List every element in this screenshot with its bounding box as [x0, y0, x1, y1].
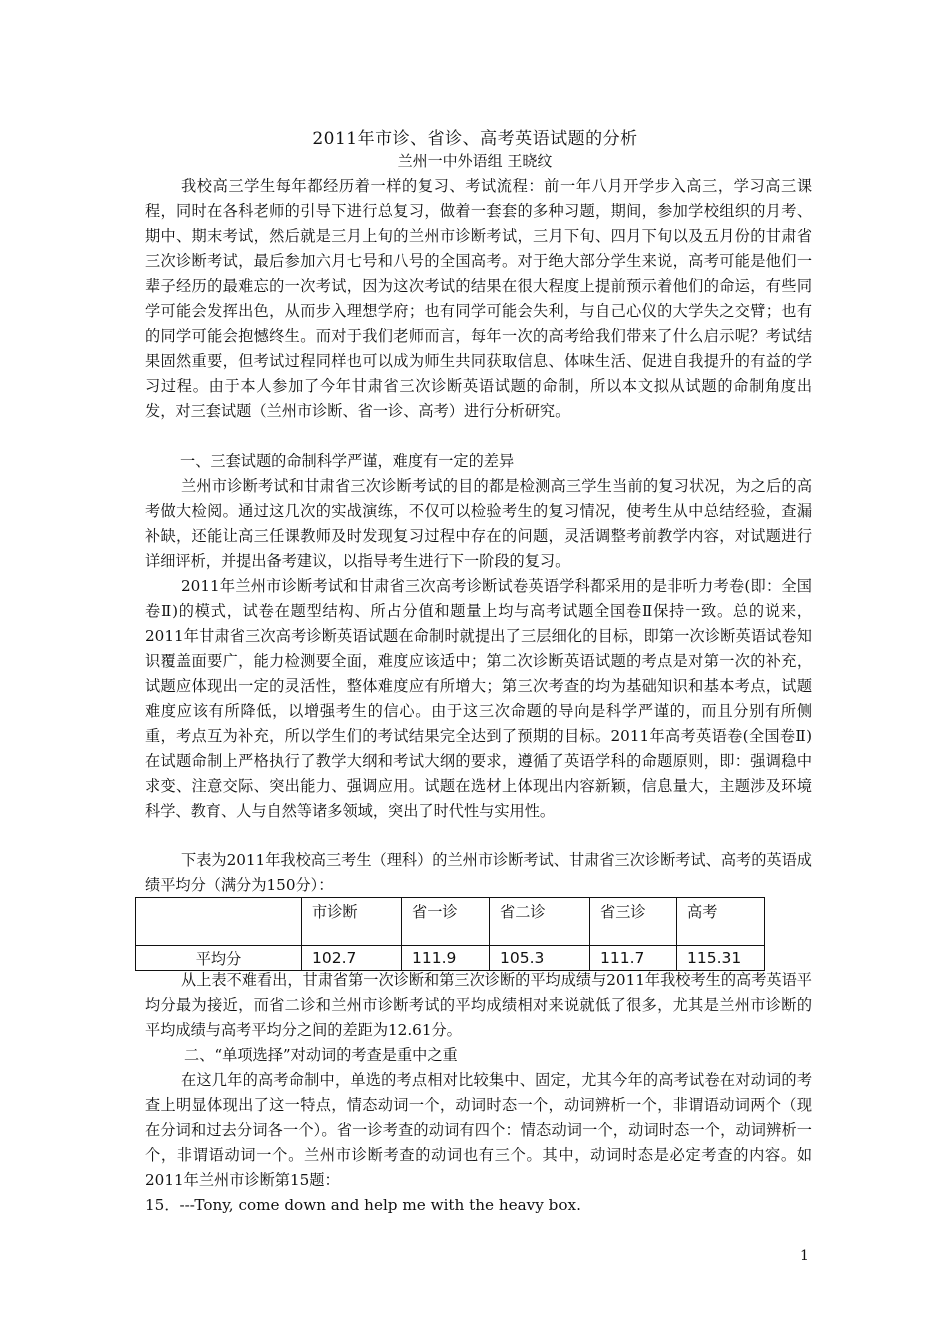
document-title: 2011年市诊、省诊、高考英语试题的分析 [312, 129, 638, 149]
section1-heading: 一、三套试题的命制科学严谨，难度有一定的差异 [180, 452, 515, 470]
table-cell: 105.3 [490, 946, 590, 971]
table-cell: 111.7 [590, 946, 677, 971]
intro-paragraph: 我校高三学生每年都经历着一样的复习、考试流程：前一年八月开学步入高三，学习高三课程，同时在各科老师的引导下进行总复习，做着一套套的多种习题，期间，参加学校组织的月考、期中、期末考试，然后就是三月上旬的兰州市诊断考试，三月下旬、四月下旬以及五月份的甘肃省三次诊断考试，最后参加六月七号和八号的全国高考。对于绝大部分学生来说，高考可能是他们一辈子经历的最难忘的一次考试，因为这次考试的结果在很大程度上提前预示着他们的命运，有些同学可能会发挥出色，从而步入理想学府；也有同学可能会失利，与自己心仪的大学失之交臂；也有的同学可能会抱憾终生。而对于我们老师而言，每年一次的高考给我们带来了什么启示呢？考试结果固然重要，但考试过程同样也可以成为师生共同获取信息、体味生活、促进自我提升的有益的学习过程。由于本人参加了今年甘肃省三次诊断英语试题的命制，所以本文拟从试题的命制角度出发，对三套试题（兰州市诊断、省一诊、高考）进行分析研究。 [145, 177, 812, 420]
section1-paragraph-1: 兰州市诊断考试和甘肃省三次诊断考试的目的都是检测高三学生当前的复习状况，为之后的高考做大检阅。通过这几次的实战演练，不仅可以检验考生的复习情况，使考生从中总结经验，查漏补缺，还能让高三任课教师及时发现复习过程中存在的问题，灵活调整考前教学内容，对试题进行详细评析，并提出备考建议，以指导考生进行下一阶段的复习。 [145, 477, 812, 570]
table-cell: 111.9 [402, 946, 490, 971]
page-number: 1 [800, 1248, 809, 1264]
table-header-cell: 省一诊 [402, 898, 490, 946]
section1-paragraph-2: 2011年兰州市诊断考试和甘肃省三次高考诊断试卷英语学科都采用的是非听力考卷(即：全国卷Ⅱ)的模式，试卷在题型结构、所占分值和题量上均与高考试题全国卷Ⅱ保持一致。总的说来，2011年甘肃省三次高考诊断英语试题在命制时就提出了三层细化的目标，即第一次诊断英语试卷知识覆盖面要广，能力检测要全面，难度应该适中；第二次诊断英语试题的考点是对第一次的补充，试题应体现出一定的灵活性，整体难度应有所增大；第三次考查的均为基础知识和基本考点，试题难度应该有所降低，以增强考生的信心。由于这三次命题的导向是科学严谨的，而且分别有所侧重，考点互为补充，所以学生们的考试结果完全达到了预期的目标。2011年高考英语卷(全国卷Ⅱ)在试题命制上严格执行了教学大纲和考试大纲的要求，遵循了英语学科的命题原则，即：强调稳中求变、注意交际、突出能力、强调应用。试题在选材上体现出内容新颖，信息量大，主题涉及环境科学、教育、人与自然等诸多领域，突出了时代性与实用性。 [145, 577, 812, 820]
table-cell: 102.7 [302, 946, 402, 971]
table-row-label: 平均分 [136, 946, 302, 971]
table-analysis-paragraph: 从上表不难看出，甘肃省第一次诊断和第三次诊断的平均成绩与2011年我校考生的高考英语平均分最为接近，而省二诊和兰州市诊断考试的平均成绩相对来说就低了很多，尤其是兰州市诊断的平均成绩与高考平均分之间的差距为12.61分。 [145, 971, 812, 1039]
table-intro: 下表为2011年我校高三考生（理科）的兰州市诊断考试、甘肃省三次诊断考试、高考的英语成绩平均分（满分为150分）： [145, 851, 812, 894]
section2-paragraph-1: 在这几年的高考命制中，单选的考点相对比较集中、固定，尤其今年的高考试卷在对动词的考查上明显体现出了这一特点，情态动词一个，动词时态一个，动词辨析一个，非谓语动词两个（现在分词和过去分词各一个）。省一诊考查的动词有四个：情态动词一个，动词时态一个，动词辨析一个，非谓语动词一个。兰州市诊断考查的动词也有三个。其中，动词时态是必定考查的内容。如2011年兰州市诊断第15题： [145, 1071, 812, 1189]
table-header-cell: 省三诊 [590, 898, 677, 946]
table-header-cell: 市诊断 [302, 898, 402, 946]
table-header-row [136, 898, 765, 946]
table-cell: 115.31 [677, 946, 765, 971]
section2-heading: 二、“单项选择”对动词的考查是重中之重 [184, 1046, 458, 1064]
table-row [136, 946, 765, 971]
document-author: 兰州一中外语组 王晓纹 [397, 152, 553, 170]
table-header-cell: 高考 [677, 898, 765, 946]
table-header-cell: 省二诊 [490, 898, 590, 946]
table-header-cell [136, 898, 302, 946]
question-15: 15．---Tony, come down and help me with the heavy box. [145, 1196, 581, 1214]
scores-table [135, 897, 765, 971]
